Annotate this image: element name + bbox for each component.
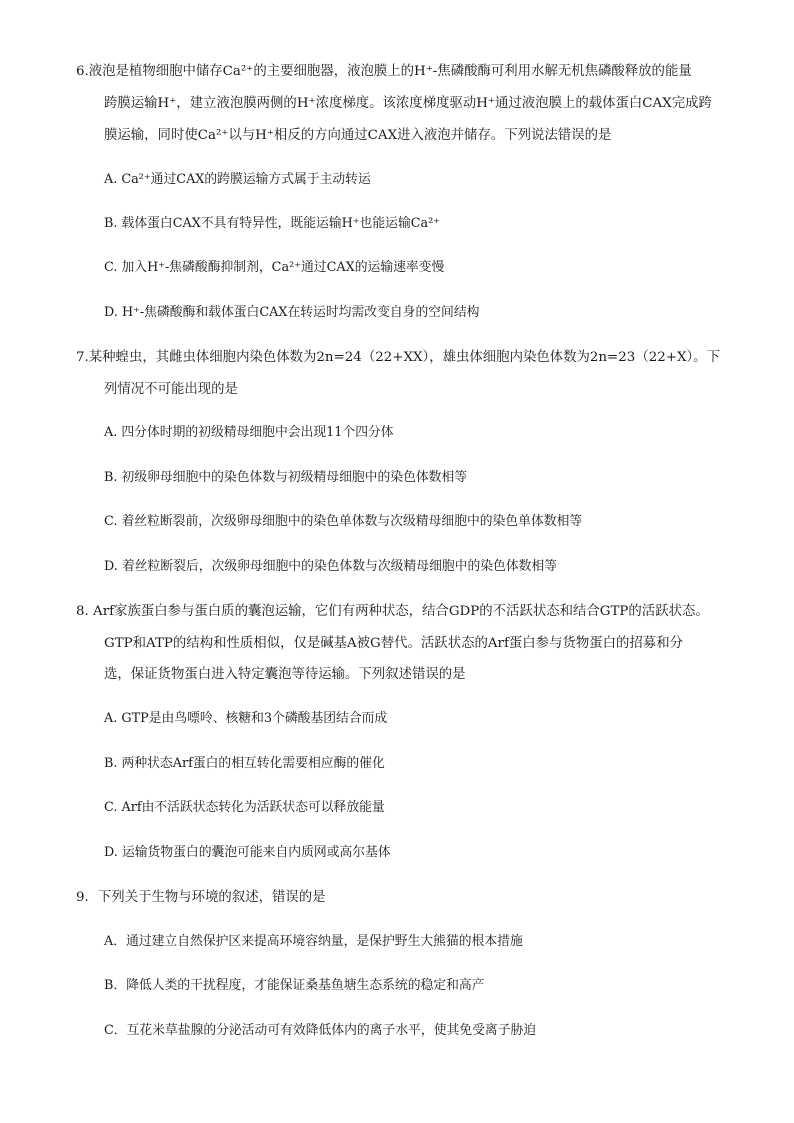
question-9-option-a: A．通过建立自然保护区来提高环境容纳量，是保护野生大熊猫的根本措施 — [104, 934, 523, 949]
question-6-line-2: 跨膜运输H⁺，建立液泡膜两侧的H⁺浓度梯度。该浓度梯度驱动H⁺通过液泡膜上的载体蛋白CAX完成跨 — [104, 96, 712, 111]
question-7-line-2: 列情况不可能出现的是 — [104, 382, 238, 397]
question-6-option-b: B. 载体蛋白CAX不具有特异性，既能运输H⁺也能运输Ca²⁺ — [104, 216, 441, 231]
question-6-line-1: 6.液泡是植物细胞中储存Ca²⁺的主要细胞器，液泡膜上的H⁺-焦磷酸酶可利用水解无机焦磷酸释放的能量 — [76, 64, 692, 79]
question-9-option-b: B．降低人类的干扰程度，才能保证桑基鱼塘生态系统的稳定和高产 — [104, 978, 485, 993]
question-8-line-1: 8. Arf家族蛋白参与蛋白质的囊泡运输，它们有两种状态，结合GDP的不活跃状态和结合GTP的活跃状态。 — [76, 604, 709, 619]
question-8-option-a: A. GTP是由鸟嘌呤、核糖和3个磷酸基团结合而成 — [104, 711, 388, 726]
question-7-option-a: A. 四分体时期的初级精母细胞中会出现11个四分体 — [104, 425, 394, 440]
question-9-option-c: C．互花米草盐腺的分泌活动可有效降低体内的离子水平，使其免受离子胁迫 — [104, 1023, 537, 1038]
question-6-option-d: D. H⁺-焦磷酸酶和载体蛋白CAX在转运时均需改变自身的空间结构 — [104, 305, 480, 320]
question-6-line-3: 膜运输，同时使Ca²⁺以与H⁺相反的方向通过CAX进入液泡并储存。下列说法错误的是 — [104, 128, 612, 143]
question-8-option-c: C. Arf由不活跃状态转化为活跃状态可以释放能量 — [104, 800, 385, 815]
question-8-line-2: GTP和ATP的结构和性质相似，仅是碱基A被G替代。活跃状态的Arf蛋白参与货物蛋白的招募和分 — [104, 636, 683, 651]
question-7-line-1: 7.某种蝗虫，其雌虫体细胞内染色体数为2n=24（22+XX），雄虫体细胞内染色体数为2n=23（22+X）。下 — [76, 350, 720, 365]
question-8-option-b: B. 两种状态Arf蛋白的相互转化需要相应酶的催化 — [104, 756, 385, 771]
question-6-option-a: A. Ca²⁺通过CAX的跨膜运输方式属于主动转运 — [104, 172, 371, 187]
question-7-option-b: B. 初级卵母细胞中的染色体数与初级精母细胞中的染色体数相等 — [104, 470, 468, 485]
question-7-option-d: D. 着丝粒断裂后，次级卵母细胞中的染色体数与次级精母细胞中的染色体数相等 — [104, 559, 558, 574]
question-7-option-c: C. 着丝粒断裂前，次级卵母细胞中的染色单体数与次级精母细胞中的染色单体数相等 — [104, 514, 583, 529]
question-8-option-d: D. 运输货物蛋白的囊泡可能来自内质网或高尔基体 — [104, 845, 391, 860]
question-6-option-c: C. 加入H⁺-焦磷酸酶抑制剂，Ca²⁺通过CAX的运输速率变慢 — [104, 260, 445, 275]
question-8-line-3: 选，保证货物蛋白进入特定囊泡等待运输。下列叙述错误的是 — [104, 667, 466, 682]
question-9-line-1: 9．下列关于生物与环境的叙述，错误的是 — [76, 890, 326, 905]
